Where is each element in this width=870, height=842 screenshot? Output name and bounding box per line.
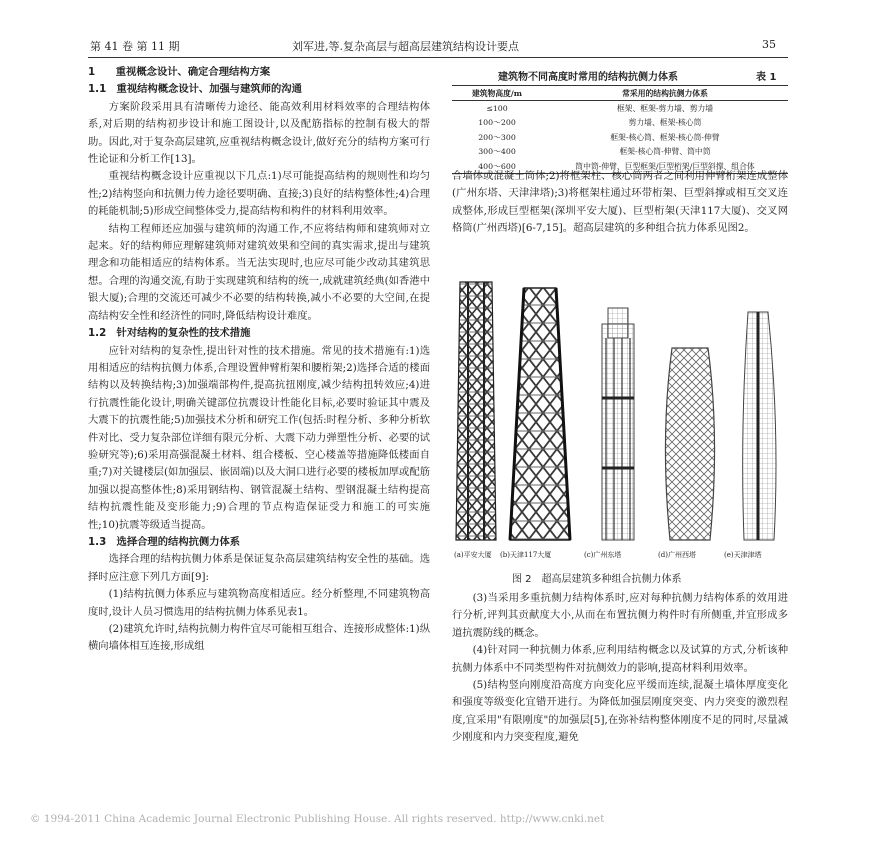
paragraph: 方案阶段采用具有清晰传力途径、能高效利用材料效率的合理结构体系,对后期的结构初步设计和施工图设计,以及配筋指标的控制有极大的帮助。因此,对于复杂高层建筑,应重视结构概念设计,做好充分的结构方案可行性论证和分析工作[13]。	[88, 100, 430, 166]
left-column	[88, 64, 430, 656]
table-row	[452, 130, 788, 144]
table-header: 常采用的结构抗侧力体系	[622, 88, 708, 98]
table-cell: ≤100	[486, 104, 508, 114]
table-cell: 100～200	[478, 118, 516, 128]
table-cell: 框架、框架-剪力墙、剪力墙	[616, 104, 714, 114]
table-cell: 筒中筒-伸臂、巨型框架/巨型桁架/巨型斜撑、组合体	[575, 161, 755, 171]
tower-b-tianjin117	[510, 288, 570, 540]
table-header: 建筑物高度/m	[471, 88, 523, 98]
table-cell: 300～400	[478, 147, 516, 157]
table-row	[452, 101, 788, 116]
paragraph: (1)结构抗侧力体系应与建筑物高度相适应。经分析整理,不同建筑物高度时,设计人员习惯选用的结构抗侧力体系见表1。	[88, 588, 430, 618]
paragraph: (5)结构竖向刚度沿高度方向变化应平缓而连续,混凝土墙体厚度变化和强度等级变化宜错开进行。为降低加强层刚度突变、内力突变的激烈程度,宜采用"有限刚度"的加强层[5],在弥补结构整体刚度不足的同时,尽量减少刚度和内力突变程度,避免	[452, 679, 788, 744]
section-1-1-title: 1.1 重视结构概念设计、加强与建筑师的沟通	[88, 83, 302, 96]
copyright-footer: © 1994-2011 China Academic Journal Electronic Publishing House. All rights reserved. http://www.cnki.net	[30, 813, 605, 825]
paragraph: 选择合理的结构抗侧力体系是保证复杂高层建筑结构安全性的基础。选择时应注意下列几方面[9]:	[88, 553, 430, 583]
lateral-system-table	[452, 85, 788, 174]
sub-caption: (c)广州东塔	[584, 551, 622, 559]
section-1-3-title: 1.3 选择合理的结构抗侧力体系	[88, 535, 241, 548]
sub-caption: (b)天津117大厦	[500, 551, 552, 559]
page-number: 35	[762, 38, 776, 51]
section-1-2-title: 1.2 针对结构的复杂性的技术措施	[88, 327, 251, 340]
paragraph: 重视结构概念设计应重视以下几点:1)尽可能提高结构的规则性和均匀性;2)结构竖向和抗侧力传力途径要明确、直接;3)良好的结构整体性;4)合理的耗能机制;5)形成空间整体受力,提高结构和构件的材料利用效率。	[88, 170, 430, 218]
header-rule	[88, 57, 788, 58]
table-number: 表 1	[756, 72, 777, 83]
table-title: 建筑物不同高度时常用的结构抗侧力体系	[498, 72, 678, 83]
tower-structures-figure	[452, 278, 788, 548]
right-column-bottom	[452, 590, 788, 747]
tower-d-guangzhou-west	[665, 348, 714, 540]
table-row	[452, 116, 788, 130]
tower-a-pingan	[456, 282, 496, 540]
paragraph: 结构工程师还应加强与建筑师的沟通工作,不应将结构师和建筑师对立起来。好的结构师应理解建筑师对建筑效果和空间的真实需求,提出与建筑理念和功能相适应的结构体系。当无法实现时,也应尽可能少改动其建筑思想。合理的沟通交流,有助于实现建筑和结构的统一,成就建筑经典(如香港中银大厦);合理的交流还可减少不必要的结构转换,减小不必要的大空间,在提高结构安全性和经济性的同时,降低结构设计难度。	[88, 222, 430, 322]
section-1-title: 1 重视概念设计、确定合理结构方案	[88, 66, 271, 78]
table-cell: 剪力墙、框架-核心筒	[628, 118, 702, 128]
paragraph: (3)当采用多重抗侧力结构体系时,应对每种抗侧力结构体系的效用进行分析,评判其贡献度大小,从而在布置抗侧力构件时有所侧重,并宜形成多道抗震防线的概念。	[452, 592, 788, 639]
table-cell: 框架-核心筒-伸臂、筒中筒	[619, 147, 711, 157]
sub-caption: (e)天津津塔	[724, 551, 762, 559]
tower-c-guangzhou-east	[602, 308, 634, 540]
journal-issue: 第 41 卷 第 11 期	[90, 40, 180, 53]
table-cell: 200～300	[478, 132, 516, 142]
table-cell: 框架-核心筒、框架-核心筒-伸臂	[610, 132, 720, 142]
paragraph: 应针对结构的复杂性,提出针对性的技术措施。常见的技术措施有:1)选用相适应的结构抗侧力体系,合理设置伸臂桁架和腰桁架;2)选择合适的楼面结构以及转换结构;3)加强端部构件,提高抗扭刚度,减少结构扭转效应;4)进行抗震性能化设计,明确关键部位抗震设计性能化目标,必要时验证其中震及大震下的抗震性能;5)加强技术分析和研究工作(包括:时程分析、多种分析软件对比、受力复杂部位详细有限元分析、大震下动力弹塑性分析、必要的试验研究等);6)采用高强混凝土材料、组合楼板、空心楼盖等措施降低楼面自重;7)对关键楼层(如加强层、嵌固端)以及大洞口进行必要的楼板加厚或配筋加强以提高整体性;8)采用钢结构、钢管混凝土结构、型钢混凝土结构提高结构抗震性能及变形能力;9)合理的节点构造保证受力和施工的可实施性;10)抗震等级适当提高。	[88, 344, 430, 531]
sub-caption: (a)平安大厦	[454, 551, 492, 559]
right-column-top	[452, 168, 788, 238]
figure-caption: 图 2 超高层建筑多种组合抗侧力体系	[512, 574, 682, 585]
paragraph: (4)针对同一种抗侧力体系,应利用结构概念以及试算的方式,分析该种抗侧力体系中不同类型构件对抗侧效力的影响,提高材料利用效率。	[452, 644, 788, 674]
table-row	[452, 145, 788, 159]
table-cell: 400～600	[478, 161, 516, 171]
paragraph: (2)建筑允许时,结构抗侧力构件宜尽可能相互组合、连接形成整体:1)纵横向墙体相互连接,形成组	[88, 623, 430, 653]
sub-caption: (d)广州西塔	[658, 551, 696, 559]
running-title: 刘军进,等.复杂高层与超高层建筑结构设计要点	[292, 40, 519, 53]
tower-e-tianjin-jinta	[743, 312, 776, 540]
paragraph: 合墙体或混凝土筒体;2)将框架柱、核心筒两者之间利用伸臂桁架连成整体(广州东塔、天津津塔);3)将框架柱通过环带桁架、巨型斜撑或相互交叉连成整体,形成巨型框架(深圳平安大厦)、巨型桁架(天津117大厦)、交叉网格筒(广州西塔)[6-7,15]。超高层建筑的多种组合抗力体系见图2。	[452, 170, 788, 235]
